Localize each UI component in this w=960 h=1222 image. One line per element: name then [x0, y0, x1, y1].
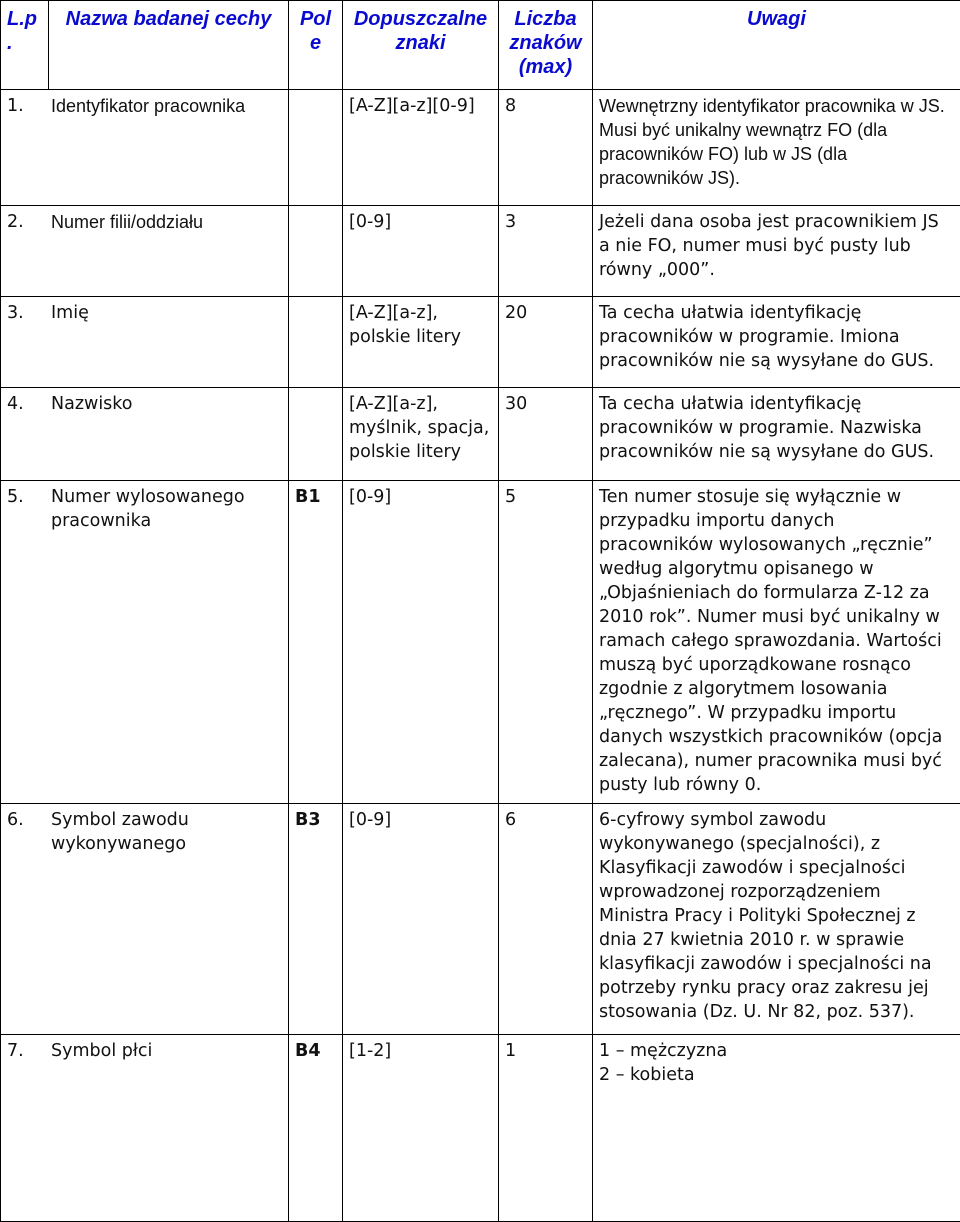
header-lp: L.p.	[1, 1, 49, 90]
row-name-cell	[1, 804, 289, 1035]
header-count: Liczba znaków (max)	[499, 1, 593, 90]
table-row	[1, 804, 960, 1035]
row-allowed: [0-9]	[343, 804, 499, 1035]
header-allowed: Dopuszczalne znaki	[343, 1, 499, 90]
table-row	[1, 206, 960, 297]
row-lp: 7.	[7, 1039, 51, 1063]
row-name: Identyfikator pracownika	[51, 94, 282, 118]
header-notes: Uwagi	[593, 1, 960, 90]
row-field	[289, 206, 343, 297]
row-field: B1	[289, 481, 343, 804]
row-name-cell	[1, 481, 289, 804]
row-name: Numer filii/oddziału	[51, 210, 282, 234]
row-notes	[593, 1035, 960, 1222]
row-notes: Jeżeli dana osoba jest pracownikiem JS a nie FO, numer musi być pusty lub równy „000”.	[593, 206, 960, 297]
table-row	[1, 90, 960, 206]
row-count: 20	[499, 297, 593, 388]
row-lp: 5.	[7, 485, 51, 533]
row-lp: 6.	[7, 808, 51, 856]
row-lp: 1.	[7, 94, 51, 118]
row-notes: Ta cecha ułatwia identyfikację pracowników w programie. Nazwiska pracowników nie są wysyłane do GUS.	[593, 388, 960, 481]
row-field	[289, 297, 343, 388]
row-field: B4	[289, 1035, 343, 1222]
row-allowed: [A-Z][a-z][0-9]	[343, 90, 499, 206]
header-name: Nazwa badanej cechy	[49, 1, 289, 90]
table-row	[1, 388, 960, 481]
row-notes: Ta cecha ułatwia identyfikację pracowników w programie. Imiona pracowników nie są wysyłane do GUS.	[593, 297, 960, 388]
row-allowed: [1-2]	[343, 1035, 499, 1222]
row-notes: 6-cyfrowy symbol zawodu wykonywanego (specjalności), z Klasyfikacji zawodów i specjalności wprowadzonej rozporządzeniem Ministra Pracy i Polityki Społecznej z dnia 27 kwietnia 2010 r. w sprawie klasyfikacji zawodów i specjalności na potrzeby rynku pracy oraz zakresu jej stosowania (Dz. U. Nr 82, poz. 537).	[593, 804, 960, 1035]
row-name: Symbol płci	[51, 1039, 282, 1063]
row-allowed: [A-Z][a-z], polskie litery	[343, 297, 499, 388]
row-allowed: [A-Z][a-z], myślnik, spacja, polskie litery	[343, 388, 499, 481]
row-name-cell	[1, 1035, 289, 1222]
row-lp: 4.	[7, 392, 51, 416]
row-lp: 2.	[7, 210, 51, 234]
table-row	[1, 1035, 960, 1222]
row-field	[289, 90, 343, 206]
row-count: 8	[499, 90, 593, 206]
row-name-cell	[1, 90, 289, 206]
row-allowed: [0-9]	[343, 206, 499, 297]
row-count: 3	[499, 206, 593, 297]
row-count: 30	[499, 388, 593, 481]
row-field: B3	[289, 804, 343, 1035]
row-name: Imię	[51, 301, 282, 325]
row-count: 1	[499, 1035, 593, 1222]
row-name-cell	[1, 297, 289, 388]
row-lp: 3.	[7, 301, 51, 325]
row-name: Symbol zawodu wykonywanego	[51, 808, 282, 856]
table-row	[1, 481, 960, 804]
row-name: Numer wylosowanego pracownika	[51, 485, 282, 533]
table-row	[1, 297, 960, 388]
notes-line-female: 2 – kobieta	[599, 1063, 954, 1087]
row-notes: Wewnętrzny identyfikator pracownika w JS. Musi być unikalny wewnątrz FO (dla pracowników FO) lub w JS (dla pracowników JS).	[593, 90, 960, 206]
header-field: Pole	[289, 1, 343, 90]
row-count: 5	[499, 481, 593, 804]
table-header-row	[1, 1, 960, 90]
notes-line-male: 1 – mężczyzna	[599, 1039, 954, 1063]
row-name: Nazwisko	[51, 392, 282, 416]
row-name-cell	[1, 388, 289, 481]
row-field	[289, 388, 343, 481]
row-notes: Ten numer stosuje się wyłącznie w przypadku importu danych pracowników wylosowanych „ręcznie” według algorytmu opisanego w „Objaśnieniach do formularza Z-12 za 2010 rok”. Numer musi być unikalny w ramach całego sprawozdania. Wartości muszą być uporządkowane rosnąco zgodnie z algorytmem losowania „ręcznego”. W przypadku importu danych wszystkich pracowników (opcja zalecana), numer pracownika musi być pusty lub równy 0.	[593, 481, 960, 804]
row-allowed: [0-9]	[343, 481, 499, 804]
row-name-cell	[1, 206, 289, 297]
row-count: 6	[499, 804, 593, 1035]
